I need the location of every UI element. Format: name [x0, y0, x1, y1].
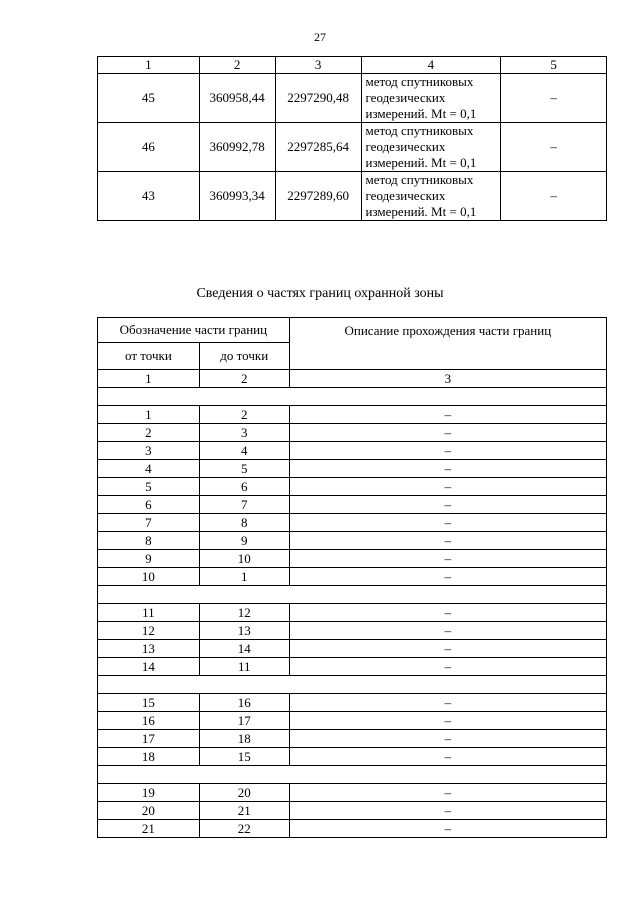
- description-cell: –: [289, 568, 606, 586]
- from-point-cell: 2: [98, 424, 200, 442]
- y-coordinate-cell: 2297285,64: [275, 123, 361, 172]
- to-point-cell: 10: [199, 550, 289, 568]
- description-cell: –: [289, 748, 606, 766]
- description-cell: –: [289, 694, 606, 712]
- page-number: 27: [314, 30, 326, 44]
- from-point-cell: 4: [98, 460, 200, 478]
- header-boundary-designation: Обозначение части границ: [98, 318, 290, 343]
- from-point-cell: 21: [98, 820, 200, 838]
- boundary-part-row: [98, 730, 607, 748]
- column-number-cell: 5: [501, 57, 607, 74]
- note-cell: –: [501, 123, 607, 172]
- to-point-cell: 14: [199, 640, 289, 658]
- from-point-cell: 5: [98, 478, 200, 496]
- method-line: геодезических: [365, 139, 446, 154]
- to-point-cell: 4: [199, 442, 289, 460]
- group-separator-row: [98, 676, 607, 694]
- boundary-part-row: [98, 460, 607, 478]
- description-cell: –: [289, 802, 606, 820]
- method-line: геодезических: [365, 188, 446, 203]
- x-coordinate-cell: 360993,34: [199, 172, 275, 221]
- to-point-cell: 16: [199, 694, 289, 712]
- section-title: Сведения о частях границ охранной зоны: [196, 286, 444, 301]
- to-point-cell: 1: [199, 568, 289, 586]
- coordinate-row: [98, 74, 607, 123]
- description-cell: –: [289, 514, 606, 532]
- column-number-row: [98, 370, 607, 388]
- x-coordinate-cell: 360992,78: [199, 123, 275, 172]
- boundary-part-row: [98, 820, 607, 838]
- description-cell: –: [289, 658, 606, 676]
- to-point-cell: 15: [199, 748, 289, 766]
- column-number-cell: 2: [199, 57, 275, 74]
- from-point-cell: 7: [98, 514, 200, 532]
- group-separator-row: [98, 766, 607, 784]
- boundary-part-row: [98, 694, 607, 712]
- y-coordinate-cell: 2297290,48: [275, 74, 361, 123]
- to-point-cell: 21: [199, 802, 289, 820]
- from-point-cell: 10: [98, 568, 200, 586]
- point-number-cell: 43: [98, 172, 200, 221]
- from-point-cell: 12: [98, 622, 200, 640]
- method-cell: [361, 123, 501, 172]
- boundary-part-row: [98, 784, 607, 802]
- from-point-cell: 1: [98, 406, 200, 424]
- note-cell: –: [501, 172, 607, 221]
- from-point-cell: 8: [98, 532, 200, 550]
- description-cell: –: [289, 442, 606, 460]
- to-point-cell: 5: [199, 460, 289, 478]
- description-cell: –: [289, 640, 606, 658]
- to-point-cell: 2: [199, 406, 289, 424]
- method-line: метод спутниковых: [365, 74, 474, 89]
- description-cell: –: [289, 460, 606, 478]
- description-cell: –: [289, 784, 606, 802]
- boundary-part-row: [98, 550, 607, 568]
- to-point-cell: 9: [199, 532, 289, 550]
- coordinate-row: [98, 172, 607, 221]
- header-row-group: [98, 318, 607, 343]
- y-coordinate-cell: 2297289,60: [275, 172, 361, 221]
- group-separator-cell: [98, 388, 607, 406]
- column-number-cell: 1: [98, 370, 200, 388]
- description-cell: –: [289, 478, 606, 496]
- method-line: измерений. Mt = 0,1: [365, 106, 477, 121]
- column-number-cell: 4: [361, 57, 501, 74]
- column-number-row: [98, 57, 607, 74]
- boundary-part-row: [98, 802, 607, 820]
- header-to-point: до точки: [199, 343, 289, 370]
- method-line: метод спутниковых: [365, 172, 474, 187]
- method-cell: [361, 74, 501, 123]
- description-cell: –: [289, 820, 606, 838]
- from-point-cell: 16: [98, 712, 200, 730]
- to-point-cell: 12: [199, 604, 289, 622]
- boundary-part-row: [98, 406, 607, 424]
- coordinates-table: [97, 56, 607, 221]
- method-cell: [361, 172, 501, 221]
- column-number-cell: 3: [275, 57, 361, 74]
- method-line: измерений. Mt = 0,1: [365, 155, 477, 170]
- to-point-cell: 3: [199, 424, 289, 442]
- method-line: измерений. Mt = 0,1: [365, 204, 477, 219]
- header-from-point: от точки: [98, 343, 200, 370]
- group-separator-cell: [98, 676, 607, 694]
- method-line: метод спутниковых: [365, 123, 474, 138]
- x-coordinate-cell: 360958,44: [199, 74, 275, 123]
- coordinate-row: [98, 123, 607, 172]
- boundary-part-row: [98, 658, 607, 676]
- from-point-cell: 15: [98, 694, 200, 712]
- description-cell: –: [289, 604, 606, 622]
- to-point-cell: 13: [199, 622, 289, 640]
- boundary-part-row: [98, 514, 607, 532]
- boundary-part-row: [98, 640, 607, 658]
- boundary-part-row: [98, 496, 607, 514]
- column-number-cell: 1: [98, 57, 200, 74]
- from-point-cell: 3: [98, 442, 200, 460]
- to-point-cell: 8: [199, 514, 289, 532]
- header-boundary-description: Описание прохождения части границ: [289, 318, 606, 370]
- to-point-cell: 17: [199, 712, 289, 730]
- to-point-cell: 20: [199, 784, 289, 802]
- point-number-cell: 45: [98, 74, 200, 123]
- boundary-part-row: [98, 568, 607, 586]
- column-number-cell: 3: [289, 370, 606, 388]
- description-cell: –: [289, 622, 606, 640]
- to-point-cell: 7: [199, 496, 289, 514]
- description-cell: –: [289, 730, 606, 748]
- boundary-part-row: [98, 442, 607, 460]
- description-cell: –: [289, 424, 606, 442]
- from-point-cell: 18: [98, 748, 200, 766]
- column-number-cell: 2: [199, 370, 289, 388]
- from-point-cell: 6: [98, 496, 200, 514]
- from-point-cell: 20: [98, 802, 200, 820]
- from-point-cell: 13: [98, 640, 200, 658]
- group-separator-row: [98, 586, 607, 604]
- group-separator-cell: [98, 766, 607, 784]
- from-point-cell: 17: [98, 730, 200, 748]
- description-cell: –: [289, 496, 606, 514]
- from-point-cell: 9: [98, 550, 200, 568]
- boundary-part-row: [98, 532, 607, 550]
- point-number-cell: 46: [98, 123, 200, 172]
- group-separator-cell: [98, 586, 607, 604]
- description-cell: –: [289, 406, 606, 424]
- method-line: геодезических: [365, 90, 446, 105]
- from-point-cell: 11: [98, 604, 200, 622]
- description-cell: –: [289, 550, 606, 568]
- from-point-cell: 19: [98, 784, 200, 802]
- boundary-parts-table: [97, 317, 607, 838]
- to-point-cell: 6: [199, 478, 289, 496]
- boundary-part-row: [98, 622, 607, 640]
- description-cell: –: [289, 712, 606, 730]
- boundary-part-row: [98, 604, 607, 622]
- group-separator-row: [98, 388, 607, 406]
- to-point-cell: 11: [199, 658, 289, 676]
- to-point-cell: 18: [199, 730, 289, 748]
- from-point-cell: 14: [98, 658, 200, 676]
- to-point-cell: 22: [199, 820, 289, 838]
- note-cell: –: [501, 74, 607, 123]
- description-cell: –: [289, 532, 606, 550]
- boundary-part-row: [98, 712, 607, 730]
- boundary-part-row: [98, 424, 607, 442]
- boundary-part-row: [98, 748, 607, 766]
- boundary-part-row: [98, 478, 607, 496]
